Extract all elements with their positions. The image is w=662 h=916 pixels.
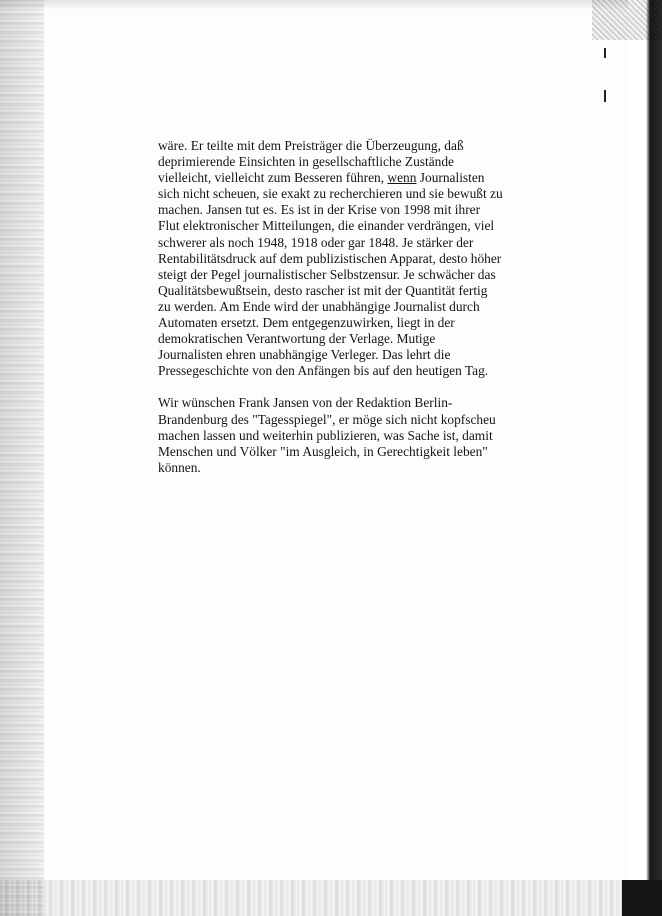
scan-left-edge — [0, 0, 44, 916]
paragraph-1 — [158, 138, 518, 379]
letter-body — [158, 138, 518, 492]
text-line: wäre. Er teilte mit dem Preisträger die Überzeugung, daß — [158, 138, 464, 153]
text-line: zu werden. Am Ende wird der unabhängige Journalist durch — [158, 298, 480, 314]
text-line: Brandenburg des "Tagesspiegel", er möge sich nicht kopfscheu — [158, 411, 496, 427]
text-line: Wir wünschen Frank Jansen von der Redaktion Berlin- — [158, 395, 453, 411]
text-line: schwerer als noch 1948, 1918 oder gar 1848. Je stärker der — [158, 234, 474, 250]
scan-right-corner-noise — [592, 0, 662, 40]
text-line: deprimierende Einsichten in gesellschaftliche Zustände — [158, 154, 454, 170]
scan-top-edge — [0, 0, 662, 10]
scan-bottom-edge — [0, 880, 662, 916]
text-line: Journalisten ehren unabhängige Verleger. Das lehrt die — [158, 347, 451, 363]
margin-mark — [604, 48, 606, 58]
margin-mark — [604, 90, 606, 102]
text-line: Automaten ersetzt. Dem entgegenzuwirken, liegt in der — [158, 315, 455, 331]
underlined-word: wenn — [387, 170, 417, 186]
text-line: Rentabilitätsdruck auf dem publizistischen Apparat, desto höher — [158, 250, 502, 266]
text-line-with-underline: vielleicht, vielleicht zum Besseren führen, wenn Journalisten — [158, 170, 485, 186]
text-line: Qualitätsbewußtsein, desto rascher ist mit der Quantität fertig — [158, 282, 488, 298]
paragraph-2 — [158, 395, 518, 475]
text-line: sich nicht scheuen, sie exakt zu recherchieren und sie bewußt zu — [158, 186, 503, 202]
text-line: machen. Jansen tut es. Es ist in der Krise von 1998 mit ihrer — [158, 202, 481, 218]
text-line: können. — [158, 459, 201, 475]
text-line: Flut elektronischer Mitteilungen, die einander verdrängen, viel — [158, 218, 495, 234]
text-line: machen lassen und weiterhin publizieren, was Sache ist, damit — [158, 427, 493, 443]
scan-bottom-right-corner — [622, 880, 662, 916]
text-line: demokratischen Verantwortung der Verlage. Mutige — [158, 331, 436, 347]
text-line: Menschen und Völker "im Ausgleich, in Gerechtigkeit leben" — [158, 443, 488, 459]
scan-right-edge — [628, 0, 662, 916]
text-line: Pressegeschichte von den Anfängen bis auf den heutigen Tag. — [158, 363, 489, 379]
text-line: steigt der Pegel journalistischer Selbstzensur. Je schwächer das — [158, 266, 496, 282]
